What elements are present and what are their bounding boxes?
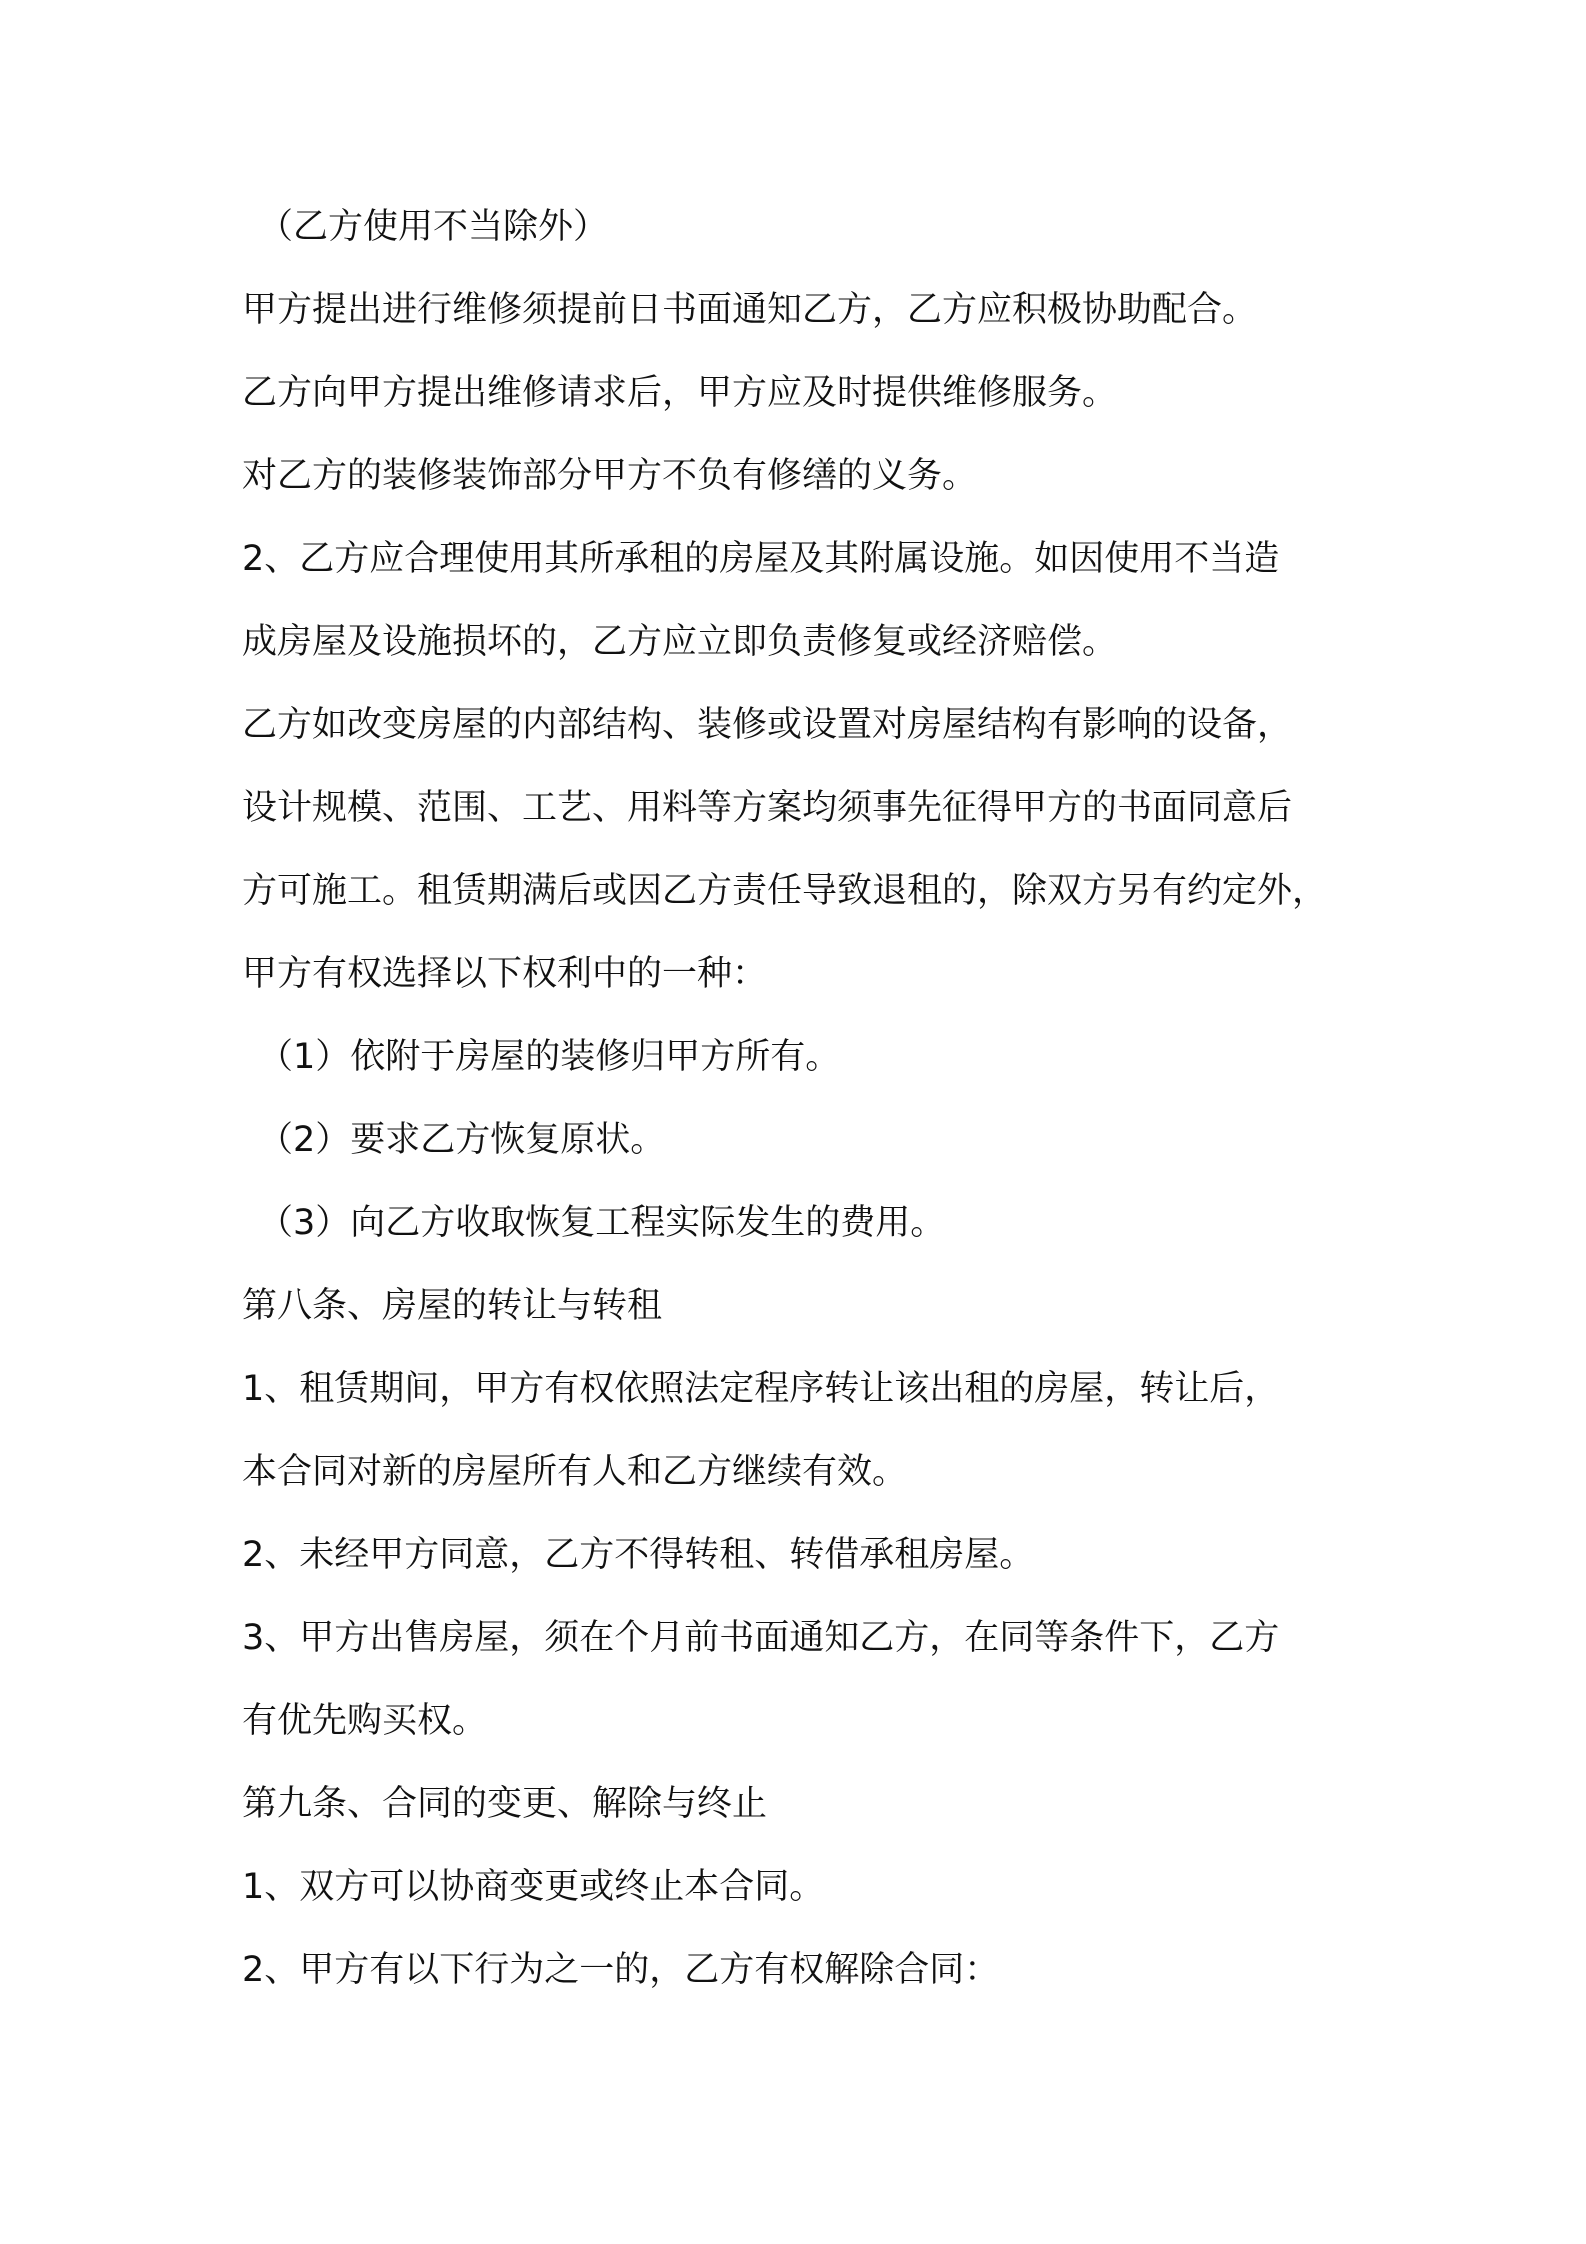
text-line: 1、双方可以协商变更或终止本合同。: [242, 1867, 825, 1907]
text-line: 3、甲方出售房屋，须在个月前书面通知乙方，在同等条件下，乙方: [242, 1618, 1280, 1658]
text-line: 有优先购买权。: [242, 1701, 488, 1741]
text-line: 对乙方的装修装饰部分甲方不负有修缮的义务。: [242, 456, 978, 496]
text-line: 乙方如改变房屋的内部结构、装修或设置对房屋结构有影响的设备，: [242, 705, 1293, 745]
text-line: 本合同对新的房屋所有人和乙方继续有效。: [242, 1452, 908, 1492]
text-line: 方可施工。租赁期满后或因乙方责任导致退租的，除双方另有约定外，: [242, 871, 1328, 911]
list-item: （2）要求乙方恢复原状。: [258, 1120, 666, 1160]
text-line: 2、甲方有以下行为之一的，乙方有权解除合同：: [242, 1950, 1000, 1990]
text-line: 甲方提出进行维修须提前日书面通知乙方，乙方应积极协助配合。: [242, 290, 1258, 330]
text-line: 设计规模、范围、工艺、用料等方案均须事先征得甲方的书面同意后: [242, 788, 1293, 828]
text-line: （乙方使用不当除外）: [258, 207, 609, 247]
list-item: （3）向乙方收取恢复工程实际发生的费用。: [258, 1203, 946, 1243]
text-line: 甲方有权选择以下权利中的一种：: [242, 954, 768, 994]
section-heading: 第八条、房屋的转让与转租: [242, 1286, 663, 1326]
text-line: 乙方向甲方提出维修请求后，甲方应及时提供维修服务。: [242, 373, 1118, 413]
section-heading: 第九条、合同的变更、解除与终止: [242, 1784, 768, 1824]
text-line: 1、租赁期间，甲方有权依照法定程序转让该出租的房屋，转让后，: [242, 1369, 1280, 1409]
text-line: 2、未经甲方同意，乙方不得转租、转借承租房屋。: [242, 1535, 1035, 1575]
text-line: 2、乙方应合理使用其所承租的房屋及其附属设施。如因使用不当造: [242, 539, 1280, 579]
text-line: 成房屋及设施损坏的，乙方应立即负责修复或经济赔偿。: [242, 622, 1118, 662]
list-item: （1）依附于房屋的装修归甲方所有。: [258, 1037, 841, 1077]
